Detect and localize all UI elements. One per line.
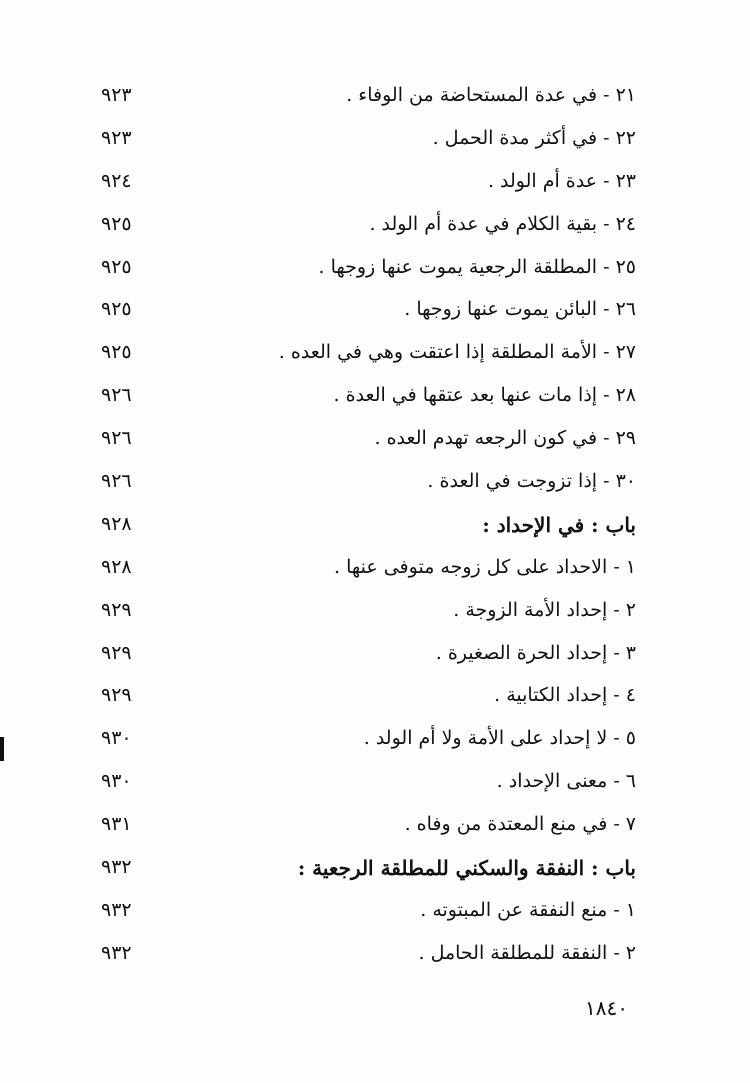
toc-entry-page: ٩٢٦ xyxy=(101,427,132,450)
toc-entry-page: ٩٢٩ xyxy=(101,598,132,621)
toc-entry xyxy=(0,678,750,721)
toc-entry-page: ٩٢٦ xyxy=(101,470,132,493)
toc-entry-page: ٩٢٤ xyxy=(101,169,132,192)
toc-entry xyxy=(0,893,750,936)
toc-entry-page: ٩٢٩ xyxy=(101,684,132,707)
toc-entry xyxy=(0,464,750,507)
toc-chapter-heading xyxy=(0,850,750,893)
toc-entry-title: ٢١ - في عدة المستحاضة من الوفاء . xyxy=(346,84,636,106)
toc-entry-title: ٢٨ - إذا مات عنها بعد عتقها في العدة . xyxy=(333,384,636,407)
toc-entry xyxy=(0,593,750,636)
toc-entry xyxy=(0,78,750,121)
toc-entry xyxy=(0,292,750,335)
toc-entry-title: ٢٢ - في أكثر مدة الحمل . xyxy=(432,126,636,149)
toc-entry-page: ٩٢٩ xyxy=(101,641,132,664)
toc-entry xyxy=(0,421,750,464)
toc-entry xyxy=(0,807,750,850)
toc-entry xyxy=(0,250,750,293)
toc-entry-page: ٩٢٥ xyxy=(101,341,132,364)
toc-entry-page: ٩٣٢ xyxy=(101,941,132,964)
toc-entry-title: ٣٠ - إذا تزوجت في العدة . xyxy=(427,470,636,493)
toc-entry xyxy=(0,721,750,764)
toc-entry-page: ٩٢٦ xyxy=(101,384,132,407)
toc-entry-title: ٣ - إحداد الحرة الصغيرة . xyxy=(435,641,636,664)
toc-entry-page: ٩٣٢ xyxy=(101,898,132,921)
toc-entry-title: ٥ - لا إحداد على الأمة ولا أم الولد . xyxy=(363,727,636,750)
toc-entry-title: ٢٣ - عدة أم الولد . xyxy=(487,169,636,192)
toc-entry-page: ٩٣٠ xyxy=(101,727,132,750)
toc-entry xyxy=(0,164,750,207)
toc-entry xyxy=(0,378,750,421)
toc-entry-page: ٩٢٣ xyxy=(101,126,132,149)
toc-entry-page: ٩٢٨ xyxy=(101,512,132,535)
toc-entry-page: ٩٣٠ xyxy=(101,770,132,793)
toc-entry-title: ٢٦ - البائن يموت عنها زوجها . xyxy=(404,298,636,321)
toc-chapter-heading xyxy=(0,507,750,550)
toc-entry-page: ٩٣٢ xyxy=(101,856,132,879)
toc-entry-page: ٩٢٥ xyxy=(101,298,132,321)
toc-entry xyxy=(0,335,750,378)
toc-entry xyxy=(0,936,750,979)
toc-entry-title: ٢ - النفقة للمطلقة الحامل . xyxy=(418,941,636,964)
toc-entry xyxy=(0,550,750,593)
page-number: ١٨٤٠ xyxy=(585,996,628,1020)
toc-entry-title: ١ - الاحداد على كل زوجه متوفى عنها . xyxy=(333,555,636,578)
toc-entry-title: ٢٤ - بقية الكلام في عدة أم الولد . xyxy=(369,212,636,235)
toc-entry-title: ٧ - في منع المعتدة من وفاه . xyxy=(404,813,636,836)
toc-chapter-title: باب : النفقة والسكني للمطلقة الرجعية : xyxy=(297,856,636,881)
toc-entry-page: ٩٢٥ xyxy=(101,255,132,278)
toc-entry-title: ١ - منع النفقة عن المبتوته . xyxy=(420,898,636,921)
toc-entry-page: ٩٢٥ xyxy=(101,212,132,235)
toc-entry-page: ٩٢٣ xyxy=(101,84,132,106)
toc-entry xyxy=(0,636,750,679)
toc-entry-page: ٩٢٨ xyxy=(101,555,132,578)
scan-edge-mark xyxy=(0,737,4,761)
toc-entry-title: ٦ - معنى الإحداد . xyxy=(496,770,636,793)
toc-entry-title: ٢٧ - الأمة المطلقة إذا اعتقت وهي في العده . xyxy=(278,341,636,364)
toc-entry xyxy=(0,121,750,164)
toc-entry-page: ٩٣١ xyxy=(101,813,132,836)
toc-entry-title: ٢٥ - المطلقة الرجعية يموت عنها زوجها . xyxy=(318,255,636,278)
toc-entry xyxy=(0,207,750,250)
toc-entry xyxy=(0,764,750,807)
toc-entry-title: ٤ - إحداد الكتابية . xyxy=(494,684,636,707)
toc-entry-title: ٢ - إحداد الأمة الزوجة . xyxy=(453,598,636,621)
table-of-contents xyxy=(0,78,750,979)
toc-entry-title: ٢٩ - في كون الرجعه تهدم العده . xyxy=(374,427,636,450)
toc-chapter-title: باب : في الإحداد : xyxy=(482,512,636,537)
